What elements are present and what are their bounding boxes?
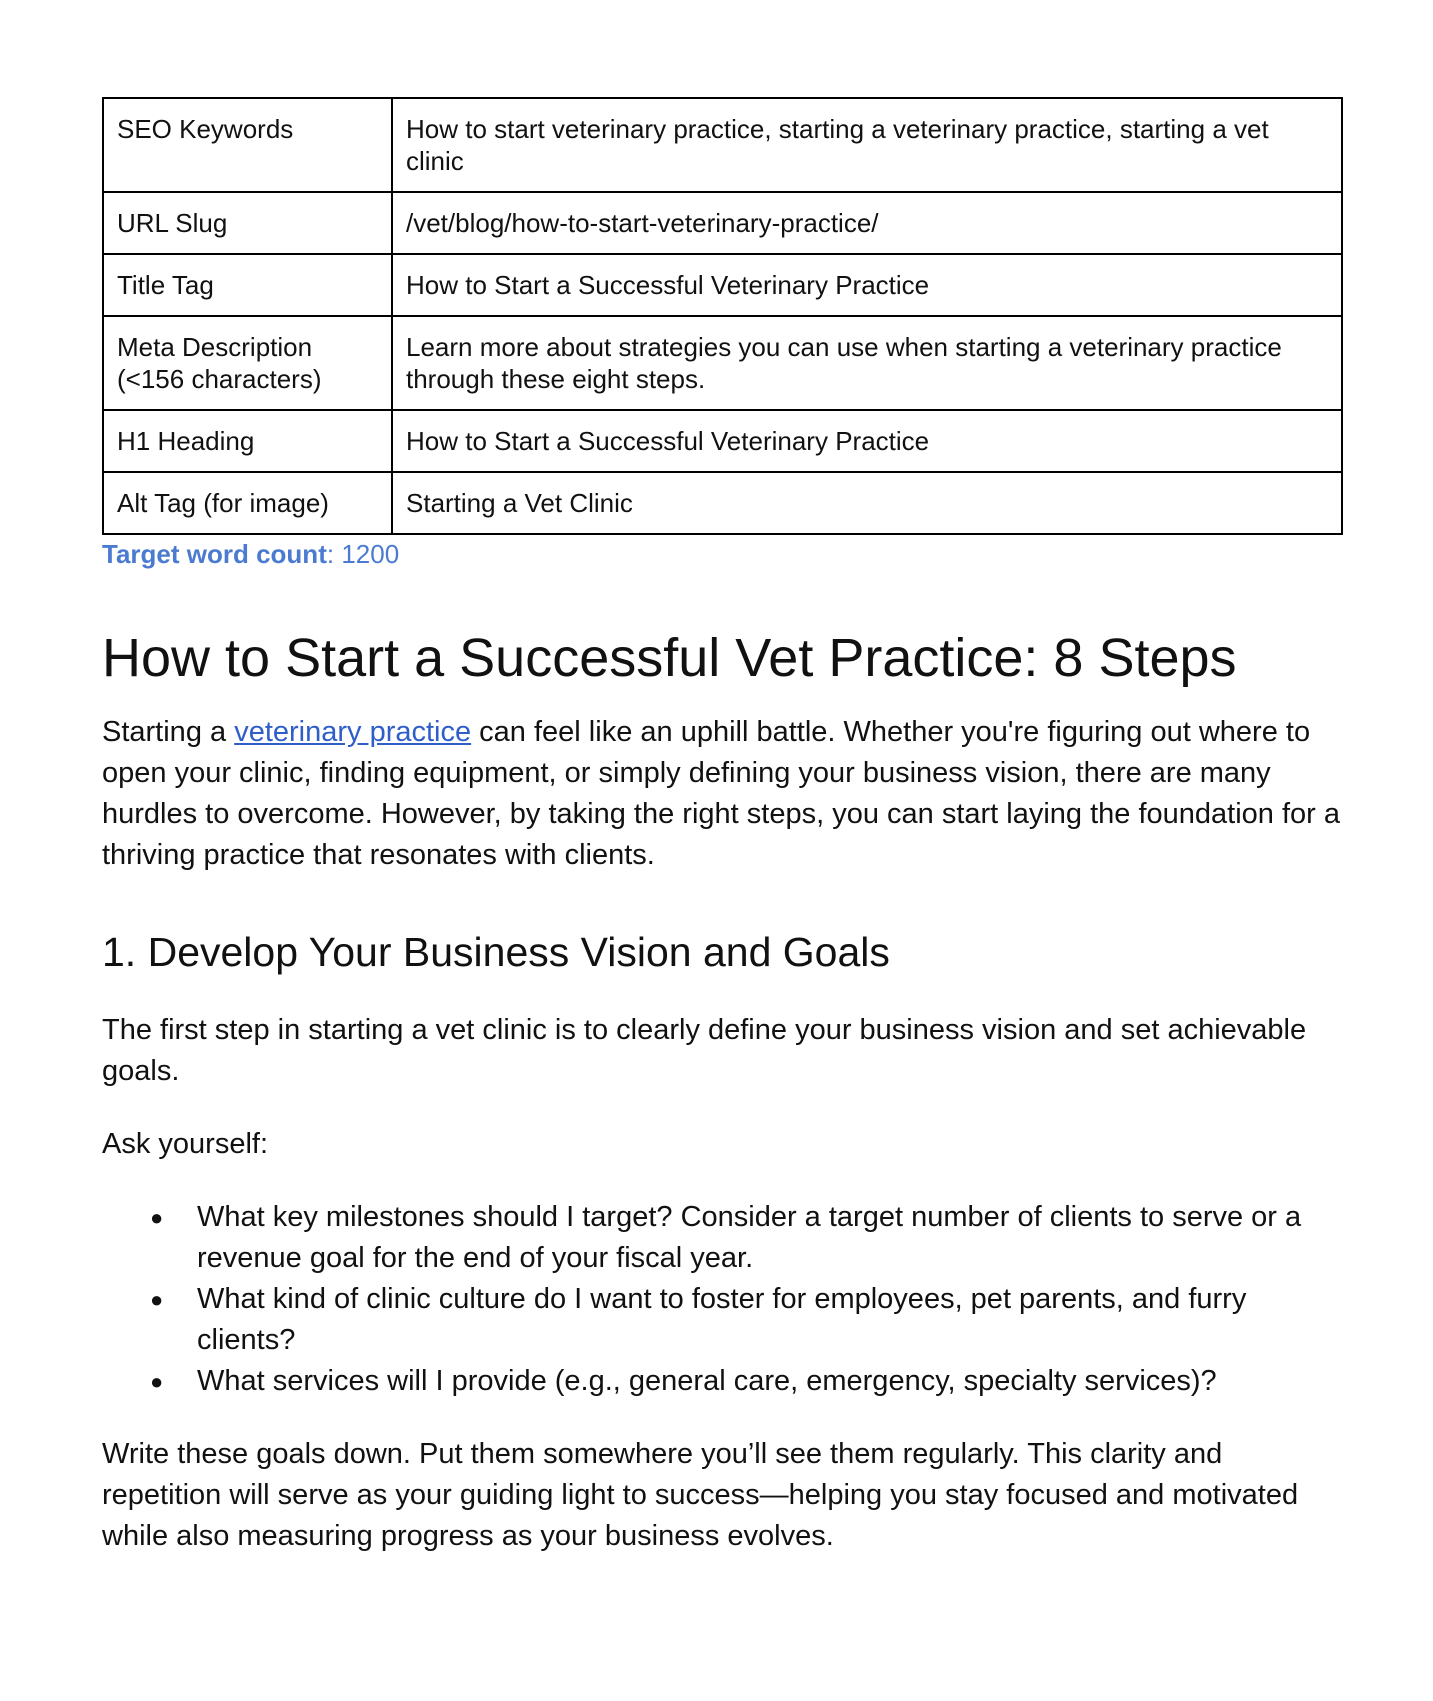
list-item-text: What key milestones should I target? Consider a target number of clients to serve or a revenue goal for the end of your fiscal year. [197,1201,1302,1274]
row-value-alt-tag: Starting a Vet Clinic [392,472,1342,534]
list-item-text: What services will I provide (e.g., general care, emergency, specialty services)? [197,1365,1217,1397]
row-value-title-tag: How to Start a Successful Veterinary Practice [392,254,1342,316]
list-item [150,1279,1344,1361]
article-title: How to Start a Successful Vet Practice: 8 Steps [102,628,1237,688]
bullet-icon: ● [150,1205,164,1230]
bullet-icon: ● [150,1369,164,1394]
table-row [103,192,1342,254]
veterinary-practice-link[interactable]: veterinary practice [234,716,472,748]
table-row [103,410,1342,472]
row-value-meta-description: Learn more about strategies you can use when starting a veterinary practice through these eight steps. [392,316,1342,410]
list-item-text: What kind of clinic culture do I want to foster for employees, pet parents, and furry clients? [197,1283,1247,1356]
word-count-separator: : [326,539,335,569]
word-count-value: 1200 [341,539,400,569]
table-row [103,98,1342,192]
bullet-icon: ● [150,1287,164,1312]
list-item [150,1361,1344,1402]
target-word-count [102,538,1344,570]
row-label-h1-heading: H1 Heading [103,410,392,472]
row-value-seo-keywords: How to start veterinary practice, starting a veterinary practice, starting a vet clinic [392,98,1342,192]
table-row [103,254,1342,316]
table-row [103,316,1342,410]
section-paragraph: The first step in starting a vet clinic is to clearly define your business vision and set achievable goals. [102,1014,1307,1087]
questions-list [102,1197,1344,1402]
row-value-url-slug: /vet/blog/how-to-start-veterinary-practice/ [392,192,1342,254]
row-label-meta-description: Meta Description (<156 characters) [103,316,392,410]
row-label-title-tag: Title Tag [103,254,392,316]
seo-metadata-table [102,97,1343,535]
list-item [150,1197,1344,1279]
intro-text-end: can feel like an uphill battle. Whether you're figuring out where to open your clinic, finding equipment, or simply defining your business vision, there are many hurdles to overcome. However, by taking the right steps, you can start laying the foundation for a thriving practice that resonates with clients. [102,716,1341,871]
row-value-h1-heading: How to Start a Successful Veterinary Practice [392,410,1342,472]
section-heading-step-1: 1. Develop Your Business Vision and Goals [102,929,890,975]
intro-text-start: Starting a [102,716,235,748]
row-label-alt-tag: Alt Tag (for image) [103,472,392,534]
table-row [103,472,1342,534]
row-label-url-slug: URL Slug [103,192,392,254]
intro-paragraph [102,712,1344,876]
ask-yourself-text: Ask yourself: [102,1128,268,1160]
closing-paragraph: Write these goals down. Put them somewhere you’ll see them regularly. This clarity and repetition will serve as your guiding light to success—helping you stay focused and motivated while also measuring progress as your business evolves. [102,1438,1299,1552]
row-label-seo-keywords: SEO Keywords [103,98,392,192]
word-count-label: Target word count [102,539,327,569]
